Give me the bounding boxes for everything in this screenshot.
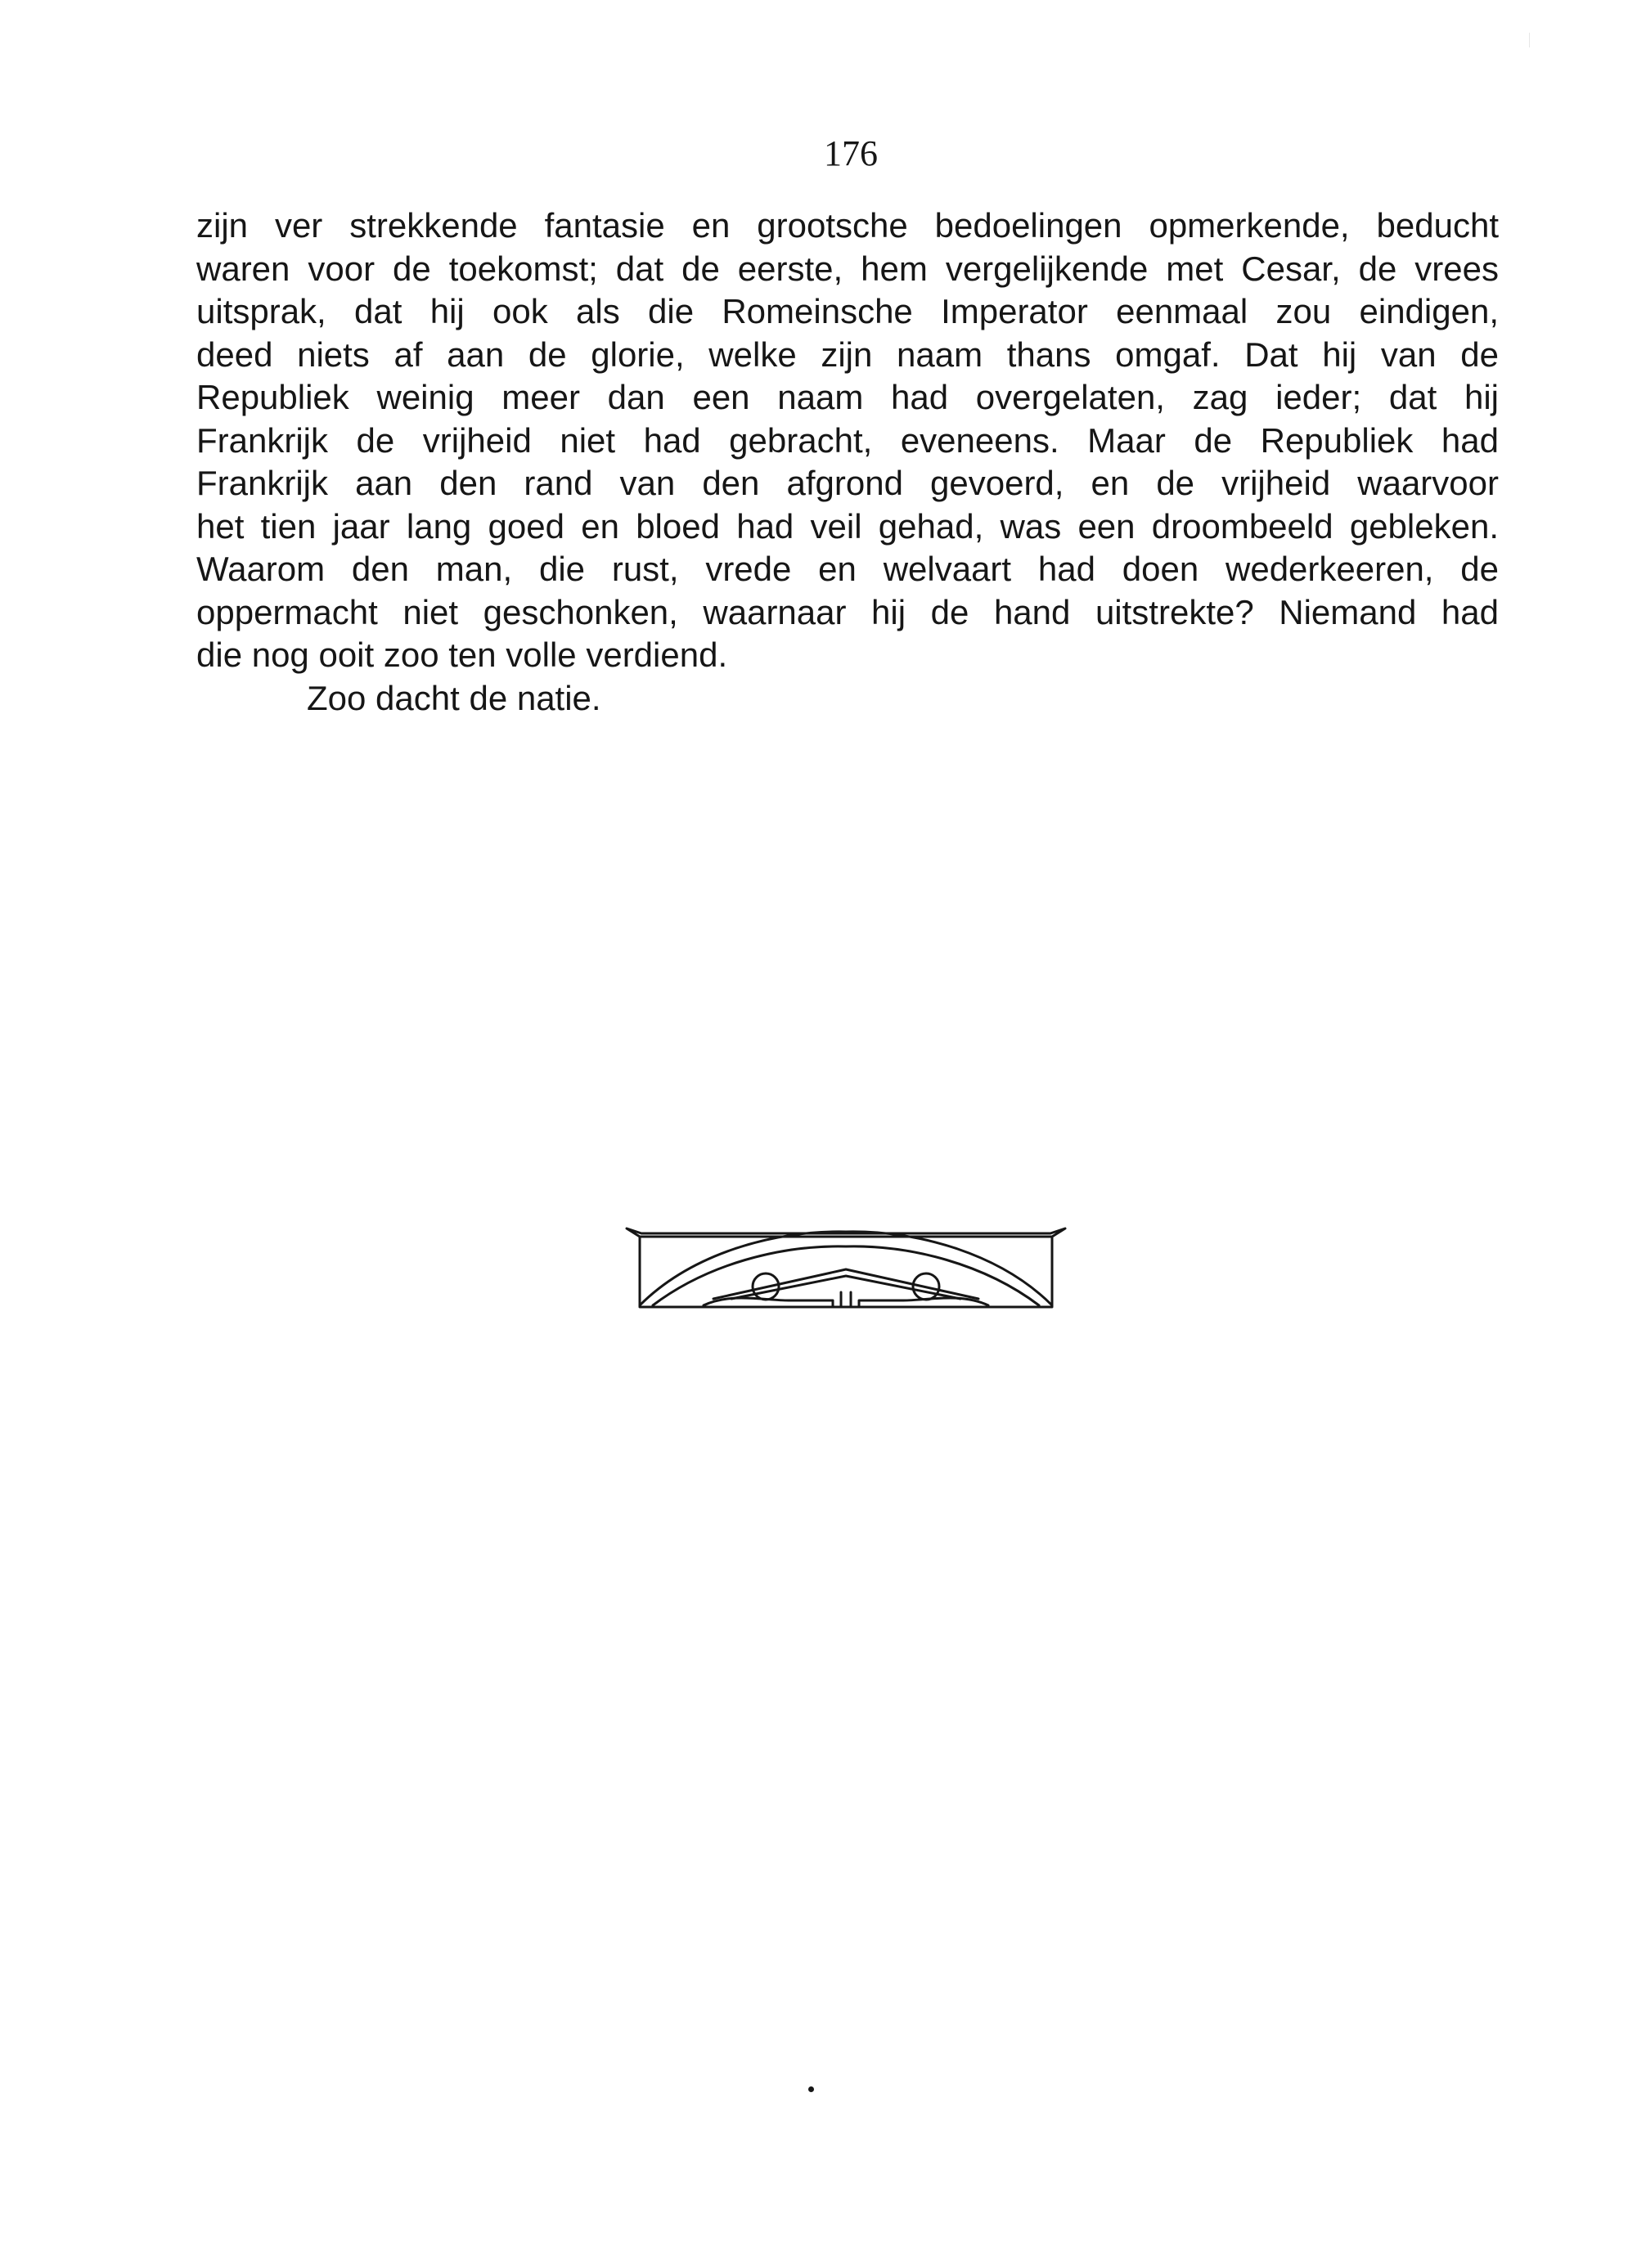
closing-line: Zoo dacht de natie. — [307, 678, 601, 717]
text-line: die nog ooit zoo ten volle verdiend. — [196, 635, 728, 674]
page-number: 176 — [824, 133, 878, 173]
text-line: waren voor de toekomst; dat de eerste, hem vergelijkende met Cesar, de vrees — [196, 249, 1499, 288]
text-line: uitsprak, dat hij ook als die Romeinsche Imperator eenmaal zou eindigen, — [196, 292, 1499, 330]
text-line: Frankrijk de vrijheid niet had gebracht, eveneens. Maar de Republiek had — [196, 420, 1499, 460]
tailpiece-ornament-icon — [625, 1222, 1067, 1312]
scan-speck — [1529, 33, 1530, 47]
text-line: Waarom den man, die rust, vrede en welvaart had doen wederkeeren, de — [196, 550, 1499, 588]
text-line: deed niets af aan de glorie, welke zijn naam thans omgaf. Dat hij van de — [196, 335, 1499, 374]
text-line: Republiek weinig meer dan een naam had overgelaten, zag ieder; dat hij — [196, 378, 1499, 416]
bottom-dot — [808, 2086, 814, 2092]
text-line: Frankrijk aan den rand van den afgrond gevoerd, en de vrijheid waarvoor — [196, 464, 1499, 502]
text-line: oppermacht niet geschonken, waarnaar hij de hand uitstrekte? Niemand had — [196, 592, 1499, 631]
text-line: zijn ver strekkende fantasie en grootsche bedoelingen opmerkende, beducht — [196, 206, 1499, 245]
text-line: het tien jaar lang goed en bloed had veil gehad, was een droombeeld gebleken. — [196, 506, 1499, 546]
body-text — [196, 204, 1499, 720]
